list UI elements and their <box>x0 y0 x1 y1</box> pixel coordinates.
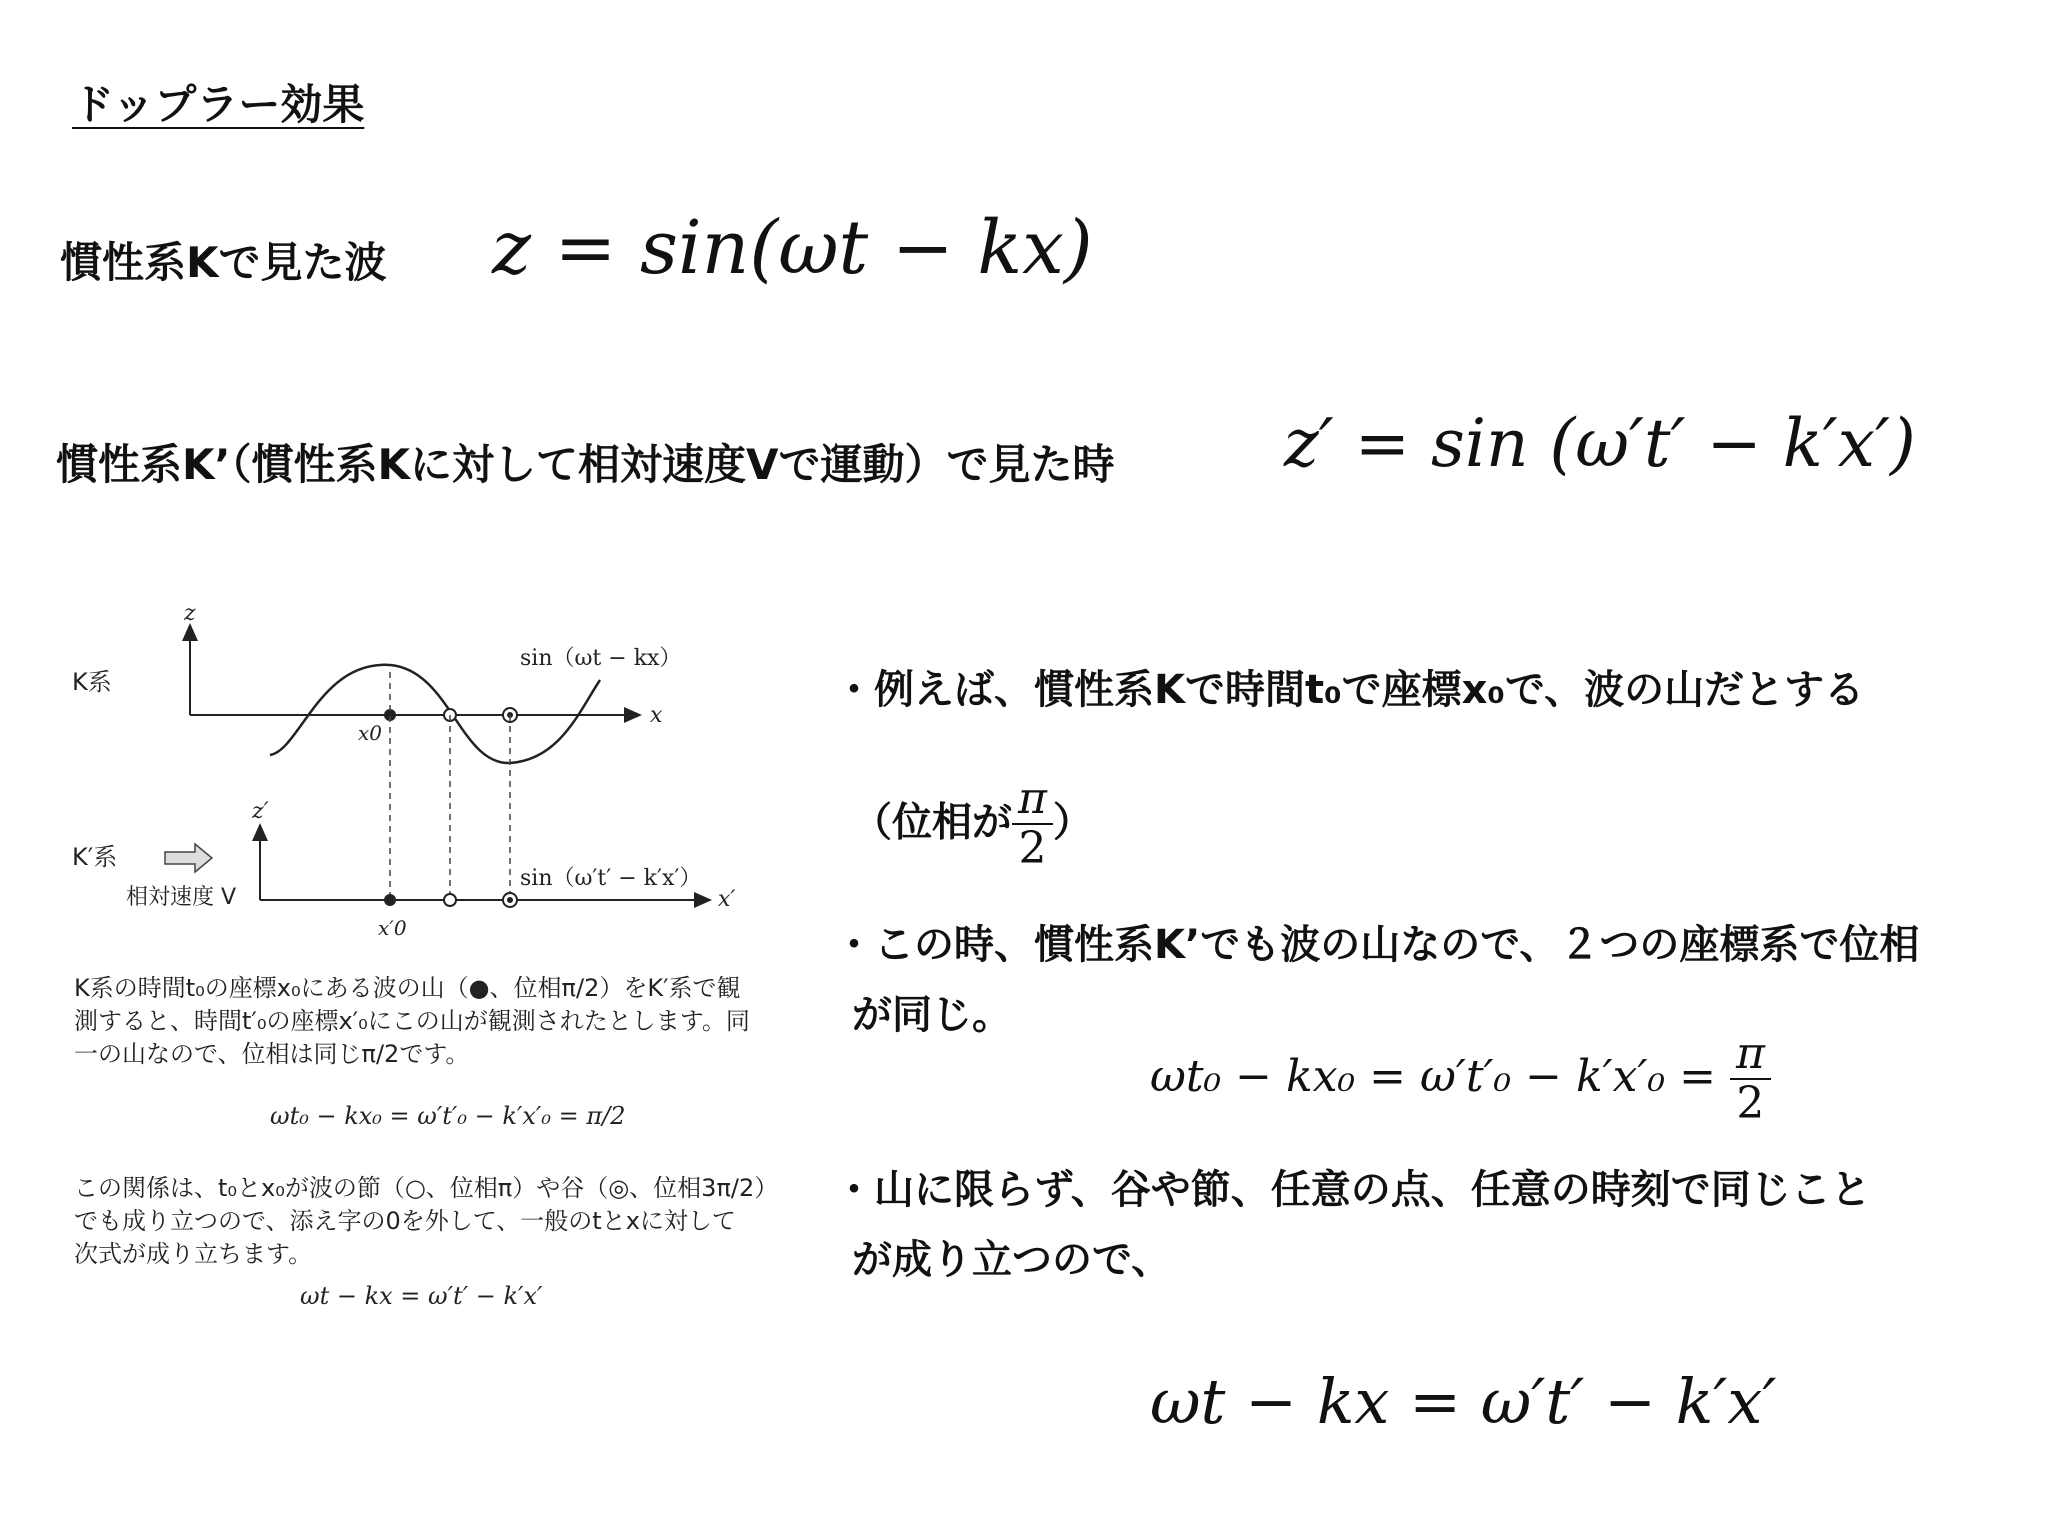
final-equation: ωt − kx = ω′t′ − k′x′ <box>1150 1365 1777 1438</box>
wave-k-label: sin（ωt − kx） <box>520 646 682 671</box>
velocity-arrow-icon <box>165 844 212 872</box>
wave-k-curve <box>270 665 600 763</box>
xprime-axis-label: x′ <box>718 887 736 912</box>
pi-over-2-fraction <box>1012 775 1053 874</box>
figure-caption-2 <box>74 1172 778 1271</box>
bullet-1: ・例えば、慣性系Kで時間t₀で座標x₀で、波の山だとする <box>834 667 1865 713</box>
xprime0-label: x′0 <box>378 916 407 940</box>
fraction-numerator: π <box>1730 1030 1771 1080</box>
bullet-3 <box>834 1155 1871 1295</box>
caption-equation-2: ωt − kx = ω′t′ − k′x′ <box>300 1282 543 1310</box>
caption-line: この関係は、t₀とx₀が波の節（○、位相π）や谷（◎、位相3π/2） <box>74 1174 779 1202</box>
zprime-axis-label: z′ <box>252 799 269 824</box>
phase-equality-equation <box>1150 1030 1771 1129</box>
fraction-denominator: 2 <box>1018 823 1047 875</box>
phase-note <box>852 775 1093 874</box>
trough-inner-prime <box>507 897 513 903</box>
z-axis-label: z <box>184 601 196 626</box>
k-wave-equation: z = sin(ωt − kx) <box>492 205 1093 291</box>
doppler-figure <box>60 600 779 1320</box>
wave-diagram <box>60 600 760 940</box>
x0-label: x0 <box>358 721 383 745</box>
pi-over-2-fraction <box>1730 1030 1771 1129</box>
caption-line: でも成り立つので、添え字の0を外して、一般のtとxに対して <box>74 1207 736 1235</box>
caption-equation-1: ωt₀ − kx₀ = ω′t′₀ − k′x′₀ = π/2 <box>270 1102 626 1130</box>
kprime-wave-equation: z′ = sin (ω′t′ − k′x′) <box>1284 405 1916 482</box>
bullet-2-line-2: が同じ。 <box>852 992 1012 1038</box>
figure-caption-1 <box>74 972 750 1071</box>
wave-kprime-label: sin（ω′t′ − k′x′） <box>520 866 702 891</box>
kprime-system-label: K′系 <box>72 843 118 871</box>
k-frame-label: 慣性系Kで見た波 <box>60 238 387 287</box>
bullet-2-line-1: ・この時、慣性系K’でも波の山なので、２つの座標系で位相 <box>834 922 1920 968</box>
k-system-label: K系 <box>72 668 112 696</box>
phase-suffix: ） <box>1052 799 1093 846</box>
caption-line: K系の時間t₀の座標x₀にある波の山（●、位相π/2）をK′系で観 <box>74 974 741 1002</box>
equation-lhs: ωt₀ − kx₀ = ω′t′₀ − k′x′₀ = <box>1150 1050 1716 1102</box>
relative-velocity-label: 相対速度 V <box>126 885 237 910</box>
node-circle-prime <box>444 894 456 906</box>
fraction-denominator: 2 <box>1736 1078 1765 1130</box>
caption-line: 測すると、時間t′₀の座標x′₀にこの山が観測されたとします。同 <box>74 1007 750 1035</box>
bullet-3-line-1: ・山に限らず、谷や節、任意の点、任意の時刻で同じこと <box>834 1167 1871 1213</box>
caption-line: 一の山なので、位相は同じπ/2です。 <box>74 1040 470 1068</box>
kprime-frame-label: 慣性系K’（慣性系Kに対して相対速度Vで運動）で見た時 <box>56 440 1115 489</box>
bullet-3-line-2: が成り立つので、 <box>852 1237 1172 1283</box>
phase-prefix: （位相が <box>852 799 1012 846</box>
page-title: ドップラー効果 <box>72 80 365 129</box>
fraction-numerator: π <box>1012 775 1053 825</box>
crest-dot-prime <box>384 894 396 906</box>
x-axis-label: x <box>650 703 663 728</box>
caption-line: 次式が成り立ちます。 <box>74 1240 313 1268</box>
